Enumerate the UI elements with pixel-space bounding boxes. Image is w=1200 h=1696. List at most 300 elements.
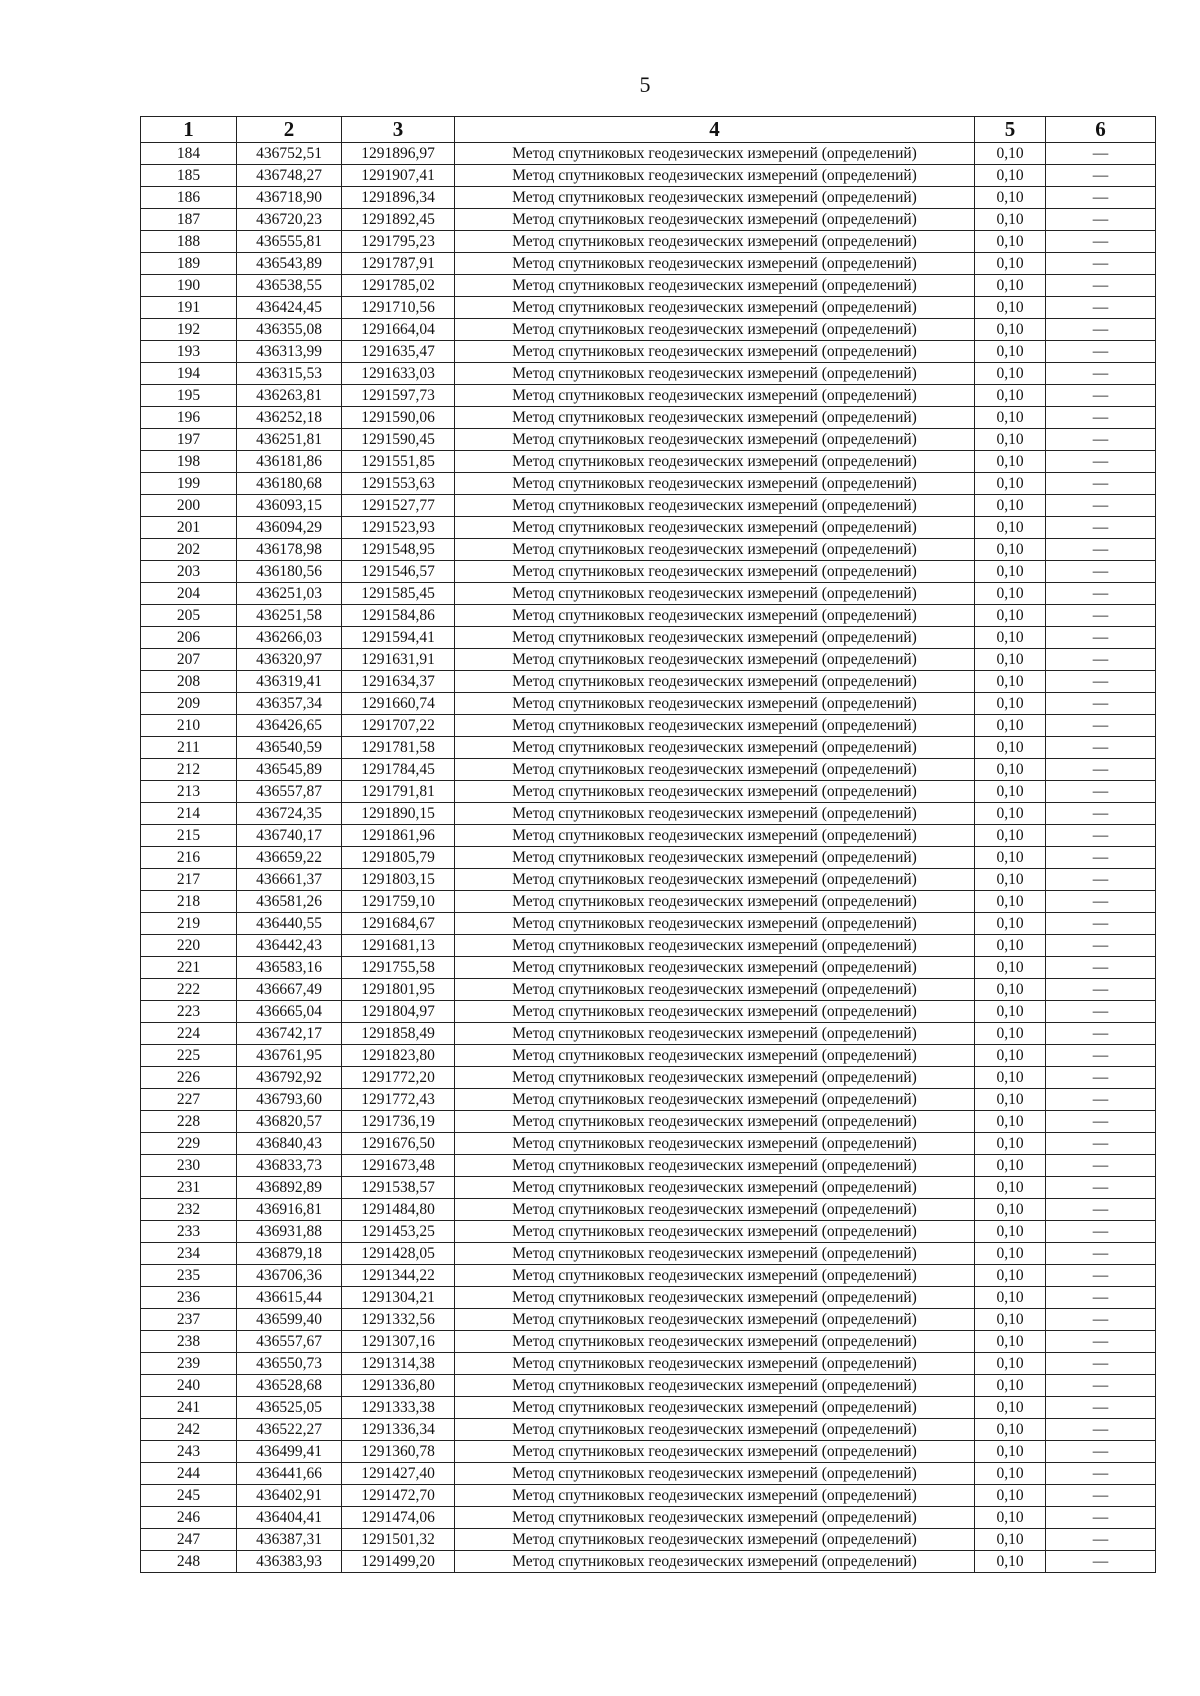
note-cell: — — [1046, 1529, 1156, 1551]
table-row — [141, 913, 1156, 935]
point-number-cell: 228 — [141, 1111, 237, 1133]
note-cell: — — [1046, 693, 1156, 715]
method-cell: Метод спутниковых геодезических измерений (определений) — [455, 561, 975, 583]
y-coordinate-cell: 1291676,50 — [342, 1133, 455, 1155]
note-cell: — — [1046, 979, 1156, 1001]
table-row — [141, 1155, 1156, 1177]
point-number-cell: 208 — [141, 671, 237, 693]
x-coordinate-cell: 436540,59 — [237, 737, 342, 759]
y-coordinate-cell: 1291681,13 — [342, 935, 455, 957]
note-cell: — — [1046, 407, 1156, 429]
method-cell: Метод спутниковых геодезических измерений (определений) — [455, 429, 975, 451]
table-row — [141, 473, 1156, 495]
method-cell: Метод спутниковых геодезических измерений (определений) — [455, 341, 975, 363]
table-row — [141, 341, 1156, 363]
x-coordinate-cell: 436357,34 — [237, 693, 342, 715]
x-coordinate-cell: 436180,68 — [237, 473, 342, 495]
x-coordinate-cell: 436525,05 — [237, 1397, 342, 1419]
point-number-cell: 215 — [141, 825, 237, 847]
point-number-cell: 222 — [141, 979, 237, 1001]
point-number-cell: 234 — [141, 1243, 237, 1265]
accuracy-cell: 0,10 — [975, 1221, 1046, 1243]
table-row — [141, 143, 1156, 165]
point-number-cell: 200 — [141, 495, 237, 517]
method-cell: Метод спутниковых геодезических измерений (определений) — [455, 1507, 975, 1529]
y-coordinate-cell: 1291336,34 — [342, 1419, 455, 1441]
y-coordinate-cell: 1291590,45 — [342, 429, 455, 451]
table-row — [141, 759, 1156, 781]
accuracy-cell: 0,10 — [975, 561, 1046, 583]
method-cell: Метод спутниковых геодезических измерений (определений) — [455, 583, 975, 605]
table-row — [141, 649, 1156, 671]
note-cell: — — [1046, 143, 1156, 165]
y-coordinate-cell: 1291501,32 — [342, 1529, 455, 1551]
point-number-cell: 229 — [141, 1133, 237, 1155]
table-row — [141, 1111, 1156, 1133]
note-cell: — — [1046, 451, 1156, 473]
table-row — [141, 781, 1156, 803]
accuracy-cell: 0,10 — [975, 605, 1046, 627]
accuracy-cell: 0,10 — [975, 363, 1046, 385]
note-cell: — — [1046, 781, 1156, 803]
x-coordinate-cell: 436522,27 — [237, 1419, 342, 1441]
y-coordinate-cell: 1291759,10 — [342, 891, 455, 913]
accuracy-cell: 0,10 — [975, 913, 1046, 935]
x-coordinate-cell: 436820,57 — [237, 1111, 342, 1133]
note-cell: — — [1046, 1067, 1156, 1089]
x-coordinate-cell: 436543,89 — [237, 253, 342, 275]
y-coordinate-cell: 1291314,38 — [342, 1353, 455, 1375]
note-cell: — — [1046, 341, 1156, 363]
note-cell: — — [1046, 1111, 1156, 1133]
note-cell: — — [1046, 1463, 1156, 1485]
table-row — [141, 1353, 1156, 1375]
note-cell: — — [1046, 297, 1156, 319]
point-number-cell: 195 — [141, 385, 237, 407]
method-cell: Метод спутниковых геодезических измерений (определений) — [455, 649, 975, 671]
method-cell: Метод спутниковых геодезических измерений (определений) — [455, 297, 975, 319]
note-cell: — — [1046, 1485, 1156, 1507]
column-header-2: 2 — [237, 117, 342, 143]
y-coordinate-cell: 1291427,40 — [342, 1463, 455, 1485]
note-cell: — — [1046, 1375, 1156, 1397]
point-number-cell: 237 — [141, 1309, 237, 1331]
table-row — [141, 979, 1156, 1001]
note-cell: — — [1046, 1331, 1156, 1353]
point-number-cell: 246 — [141, 1507, 237, 1529]
point-number-cell: 191 — [141, 297, 237, 319]
method-cell: Метод спутниковых геодезических измерений (определений) — [455, 1397, 975, 1419]
x-coordinate-cell: 436724,35 — [237, 803, 342, 825]
accuracy-cell: 0,10 — [975, 891, 1046, 913]
note-cell: — — [1046, 957, 1156, 979]
table-row — [141, 1463, 1156, 1485]
x-coordinate-cell: 436499,41 — [237, 1441, 342, 1463]
point-number-cell: 188 — [141, 231, 237, 253]
column-header-5: 5 — [975, 117, 1046, 143]
y-coordinate-cell: 1291484,80 — [342, 1199, 455, 1221]
accuracy-cell: 0,10 — [975, 825, 1046, 847]
table-row — [141, 319, 1156, 341]
note-cell: — — [1046, 627, 1156, 649]
x-coordinate-cell: 436667,49 — [237, 979, 342, 1001]
point-number-cell: 205 — [141, 605, 237, 627]
accuracy-cell: 0,10 — [975, 1133, 1046, 1155]
point-number-cell: 217 — [141, 869, 237, 891]
note-cell: — — [1046, 803, 1156, 825]
y-coordinate-cell: 1291304,21 — [342, 1287, 455, 1309]
note-cell: — — [1046, 1133, 1156, 1155]
method-cell: Метод спутниковых геодезических измерений (определений) — [455, 165, 975, 187]
x-coordinate-cell: 436266,03 — [237, 627, 342, 649]
x-coordinate-cell: 436251,58 — [237, 605, 342, 627]
table-row — [141, 671, 1156, 693]
point-number-cell: 187 — [141, 209, 237, 231]
table-row — [141, 187, 1156, 209]
note-cell: — — [1046, 605, 1156, 627]
accuracy-cell: 0,10 — [975, 473, 1046, 495]
method-cell: Метод спутниковых геодезических измерений (определений) — [455, 1221, 975, 1243]
y-coordinate-cell: 1291428,05 — [342, 1243, 455, 1265]
point-number-cell: 185 — [141, 165, 237, 187]
note-cell: — — [1046, 363, 1156, 385]
accuracy-cell: 0,10 — [975, 495, 1046, 517]
method-cell: Метод спутниковых геодезических измерений (определений) — [455, 891, 975, 913]
y-coordinate-cell: 1291684,67 — [342, 913, 455, 935]
x-coordinate-cell: 436313,99 — [237, 341, 342, 363]
method-cell: Метод спутниковых геодезических измерений (определений) — [455, 1375, 975, 1397]
table-row — [141, 451, 1156, 473]
method-cell: Метод спутниковых геодезических измерений (определений) — [455, 495, 975, 517]
column-header-3: 3 — [342, 117, 455, 143]
accuracy-cell: 0,10 — [975, 1331, 1046, 1353]
header-row — [141, 117, 1156, 143]
x-coordinate-cell: 436528,68 — [237, 1375, 342, 1397]
method-cell: Метод спутниковых геодезических измерений (определений) — [455, 1463, 975, 1485]
table-row — [141, 1177, 1156, 1199]
x-coordinate-cell: 436840,43 — [237, 1133, 342, 1155]
method-cell: Метод спутниковых геодезических измерений (определений) — [455, 671, 975, 693]
y-coordinate-cell: 1291736,19 — [342, 1111, 455, 1133]
method-cell: Метод спутниковых геодезических измерений (определений) — [455, 539, 975, 561]
note-cell: — — [1046, 913, 1156, 935]
y-coordinate-cell: 1291858,49 — [342, 1023, 455, 1045]
table-row — [141, 231, 1156, 253]
x-coordinate-cell: 436538,55 — [237, 275, 342, 297]
method-cell: Метод спутниковых геодезических измерений (определений) — [455, 231, 975, 253]
note-cell: — — [1046, 429, 1156, 451]
method-cell: Метод спутниковых геодезических измерений (определений) — [455, 715, 975, 737]
point-number-cell: 244 — [141, 1463, 237, 1485]
x-coordinate-cell: 436833,73 — [237, 1155, 342, 1177]
accuracy-cell: 0,10 — [975, 935, 1046, 957]
point-number-cell: 194 — [141, 363, 237, 385]
y-coordinate-cell: 1291784,45 — [342, 759, 455, 781]
x-coordinate-cell: 436615,44 — [237, 1287, 342, 1309]
method-cell: Метод спутниковых геодезических измерений (определений) — [455, 803, 975, 825]
y-coordinate-cell: 1291707,22 — [342, 715, 455, 737]
x-coordinate-cell: 436355,08 — [237, 319, 342, 341]
method-cell: Метод спутниковых геодезических измерений (определений) — [455, 1441, 975, 1463]
accuracy-cell: 0,10 — [975, 869, 1046, 891]
y-coordinate-cell: 1291344,22 — [342, 1265, 455, 1287]
method-cell: Метод спутниковых геодезических измерений (определений) — [455, 1023, 975, 1045]
table-row — [141, 627, 1156, 649]
note-cell: — — [1046, 1023, 1156, 1045]
y-coordinate-cell: 1291896,97 — [342, 143, 455, 165]
table-row — [141, 583, 1156, 605]
x-coordinate-cell: 436320,97 — [237, 649, 342, 671]
table-row — [141, 561, 1156, 583]
point-number-cell: 230 — [141, 1155, 237, 1177]
accuracy-cell: 0,10 — [975, 209, 1046, 231]
accuracy-cell: 0,10 — [975, 1265, 1046, 1287]
method-cell: Метод спутниковых геодезических измерений (определений) — [455, 935, 975, 957]
x-coordinate-cell: 436661,37 — [237, 869, 342, 891]
table-row — [141, 1265, 1156, 1287]
method-cell: Метод спутниковых геодезических измерений (определений) — [455, 1485, 975, 1507]
x-coordinate-cell: 436442,43 — [237, 935, 342, 957]
note-cell: — — [1046, 1441, 1156, 1463]
x-coordinate-cell: 436583,16 — [237, 957, 342, 979]
accuracy-cell: 0,10 — [975, 1309, 1046, 1331]
accuracy-cell: 0,10 — [975, 1485, 1046, 1507]
point-number-cell: 232 — [141, 1199, 237, 1221]
method-cell: Метод спутниковых геодезических измерений (определений) — [455, 1353, 975, 1375]
point-number-cell: 235 — [141, 1265, 237, 1287]
point-number-cell: 199 — [141, 473, 237, 495]
accuracy-cell: 0,10 — [975, 1441, 1046, 1463]
point-number-cell: 204 — [141, 583, 237, 605]
point-number-cell: 223 — [141, 1001, 237, 1023]
accuracy-cell: 0,10 — [975, 539, 1046, 561]
table-row — [141, 605, 1156, 627]
x-coordinate-cell: 436916,81 — [237, 1199, 342, 1221]
accuracy-cell: 0,10 — [975, 429, 1046, 451]
accuracy-cell: 0,10 — [975, 957, 1046, 979]
note-cell: — — [1046, 1243, 1156, 1265]
y-coordinate-cell: 1291633,03 — [342, 363, 455, 385]
method-cell: Метод спутниковых геодезических измерений (определений) — [455, 385, 975, 407]
accuracy-cell: 0,10 — [975, 737, 1046, 759]
table-row — [141, 1001, 1156, 1023]
accuracy-cell: 0,10 — [975, 1199, 1046, 1221]
y-coordinate-cell: 1291896,34 — [342, 187, 455, 209]
x-coordinate-cell: 436659,22 — [237, 847, 342, 869]
point-number-cell: 206 — [141, 627, 237, 649]
accuracy-cell: 0,10 — [975, 649, 1046, 671]
accuracy-cell: 0,10 — [975, 781, 1046, 803]
method-cell: Метод спутниковых геодезических измерений (определений) — [455, 1243, 975, 1265]
table-row — [141, 1441, 1156, 1463]
x-coordinate-cell: 436706,36 — [237, 1265, 342, 1287]
point-number-cell: 236 — [141, 1287, 237, 1309]
point-number-cell: 190 — [141, 275, 237, 297]
page-number: 5 — [639, 72, 651, 97]
note-cell: — — [1046, 847, 1156, 869]
method-cell: Метод спутниковых геодезических измерений (определений) — [455, 847, 975, 869]
note-cell: — — [1046, 231, 1156, 253]
table-row — [141, 715, 1156, 737]
y-coordinate-cell: 1291805,79 — [342, 847, 455, 869]
x-coordinate-cell: 436550,73 — [237, 1353, 342, 1375]
accuracy-cell: 0,10 — [975, 1375, 1046, 1397]
x-coordinate-cell: 436748,27 — [237, 165, 342, 187]
method-cell: Метод спутниковых геодезических измерений (определений) — [455, 253, 975, 275]
x-coordinate-cell: 436178,98 — [237, 539, 342, 561]
table-row — [141, 1045, 1156, 1067]
x-coordinate-cell: 436665,04 — [237, 1001, 342, 1023]
y-coordinate-cell: 1291472,70 — [342, 1485, 455, 1507]
column-header-6: 6 — [1046, 117, 1156, 143]
y-coordinate-cell: 1291332,56 — [342, 1309, 455, 1331]
table-row — [141, 957, 1156, 979]
x-coordinate-cell: 436761,95 — [237, 1045, 342, 1067]
table-row — [141, 495, 1156, 517]
note-cell: — — [1046, 869, 1156, 891]
table-row — [141, 693, 1156, 715]
table-row — [141, 253, 1156, 275]
table-row — [141, 1243, 1156, 1265]
note-cell: — — [1046, 1001, 1156, 1023]
accuracy-cell: 0,10 — [975, 1353, 1046, 1375]
accuracy-cell: 0,10 — [975, 231, 1046, 253]
note-cell: — — [1046, 1199, 1156, 1221]
y-coordinate-cell: 1291772,43 — [342, 1089, 455, 1111]
table-row — [141, 869, 1156, 891]
method-cell: Метод спутниковых геодезических измерений (определений) — [455, 825, 975, 847]
point-number-cell: 210 — [141, 715, 237, 737]
method-cell: Метод спутниковых геодезических измерений (определений) — [455, 187, 975, 209]
point-number-cell: 226 — [141, 1067, 237, 1089]
method-cell: Метод спутниковых геодезических измерений (определений) — [455, 1177, 975, 1199]
note-cell: — — [1046, 385, 1156, 407]
accuracy-cell: 0,10 — [975, 1243, 1046, 1265]
method-cell: Метод спутниковых геодезических измерений (определений) — [455, 1265, 975, 1287]
x-coordinate-cell: 436387,31 — [237, 1529, 342, 1551]
note-cell: — — [1046, 583, 1156, 605]
x-coordinate-cell: 436742,17 — [237, 1023, 342, 1045]
method-cell: Метод спутниковых геодезических измерений (определений) — [455, 517, 975, 539]
point-number-cell: 233 — [141, 1221, 237, 1243]
column-header-1: 1 — [141, 117, 237, 143]
x-coordinate-cell: 436792,92 — [237, 1067, 342, 1089]
x-coordinate-cell: 436426,65 — [237, 715, 342, 737]
point-number-cell: 202 — [141, 539, 237, 561]
y-coordinate-cell: 1291333,38 — [342, 1397, 455, 1419]
note-cell: — — [1046, 473, 1156, 495]
method-cell: Метод спутниковых геодезических измерений (определений) — [455, 1287, 975, 1309]
accuracy-cell: 0,10 — [975, 1111, 1046, 1133]
y-coordinate-cell: 1291801,95 — [342, 979, 455, 1001]
y-coordinate-cell: 1291673,48 — [342, 1155, 455, 1177]
table-row — [141, 1507, 1156, 1529]
accuracy-cell: 0,10 — [975, 1001, 1046, 1023]
table-header — [141, 117, 1156, 143]
point-number-cell: 242 — [141, 1419, 237, 1441]
note-cell: — — [1046, 319, 1156, 341]
method-cell: Метод спутниковых геодезических измерений (определений) — [455, 1089, 975, 1111]
note-cell: — — [1046, 253, 1156, 275]
y-coordinate-cell: 1291590,06 — [342, 407, 455, 429]
table-row — [141, 1529, 1156, 1551]
accuracy-cell: 0,10 — [975, 627, 1046, 649]
method-cell: Метод спутниковых геодезических измерений (определений) — [455, 1111, 975, 1133]
accuracy-cell: 0,10 — [975, 847, 1046, 869]
x-coordinate-cell: 436404,41 — [237, 1507, 342, 1529]
method-cell: Метод спутниковых геодезических измерений (определений) — [455, 473, 975, 495]
x-coordinate-cell: 436752,51 — [237, 143, 342, 165]
accuracy-cell: 0,10 — [975, 671, 1046, 693]
method-cell: Метод спутниковых геодезических измерений (определений) — [455, 1155, 975, 1177]
x-coordinate-cell: 436093,15 — [237, 495, 342, 517]
method-cell: Метод спутниковых геодезических измерений (определений) — [455, 1133, 975, 1155]
table-row — [141, 935, 1156, 957]
point-number-cell: 212 — [141, 759, 237, 781]
table-row — [141, 1331, 1156, 1353]
accuracy-cell: 0,10 — [975, 407, 1046, 429]
x-coordinate-cell: 436319,41 — [237, 671, 342, 693]
y-coordinate-cell: 1291772,20 — [342, 1067, 455, 1089]
accuracy-cell: 0,10 — [975, 1287, 1046, 1309]
y-coordinate-cell: 1291453,25 — [342, 1221, 455, 1243]
x-coordinate-cell: 436557,87 — [237, 781, 342, 803]
point-number-cell: 219 — [141, 913, 237, 935]
accuracy-cell: 0,10 — [975, 341, 1046, 363]
y-coordinate-cell: 1291660,74 — [342, 693, 455, 715]
accuracy-cell: 0,10 — [975, 451, 1046, 473]
y-coordinate-cell: 1291546,57 — [342, 561, 455, 583]
y-coordinate-cell: 1291553,63 — [342, 473, 455, 495]
note-cell: — — [1046, 759, 1156, 781]
method-cell: Метод спутниковых геодезических измерений (определений) — [455, 693, 975, 715]
point-number-cell: 197 — [141, 429, 237, 451]
method-cell: Метод спутниковых геодезических измерений (определений) — [455, 979, 975, 1001]
note-cell: — — [1046, 935, 1156, 957]
table-row — [141, 539, 1156, 561]
point-number-cell: 221 — [141, 957, 237, 979]
point-number-cell: 238 — [141, 1331, 237, 1353]
note-cell: — — [1046, 275, 1156, 297]
y-coordinate-cell: 1291551,85 — [342, 451, 455, 473]
accuracy-cell: 0,10 — [975, 385, 1046, 407]
y-coordinate-cell: 1291787,91 — [342, 253, 455, 275]
y-coordinate-cell: 1291499,20 — [342, 1551, 455, 1573]
x-coordinate-cell: 436581,26 — [237, 891, 342, 913]
method-cell: Метод спутниковых геодезических измерений (определений) — [455, 759, 975, 781]
method-cell: Метод спутниковых геодезических измерений (определений) — [455, 1551, 975, 1573]
x-coordinate-cell: 436251,81 — [237, 429, 342, 451]
y-coordinate-cell: 1291336,80 — [342, 1375, 455, 1397]
table-row — [141, 1419, 1156, 1441]
point-number-cell: 225 — [141, 1045, 237, 1067]
method-cell: Метод спутниковых геодезических измерений (определений) — [455, 1419, 975, 1441]
point-number-cell: 231 — [141, 1177, 237, 1199]
table-row — [141, 297, 1156, 319]
point-number-cell: 248 — [141, 1551, 237, 1573]
accuracy-cell: 0,10 — [975, 275, 1046, 297]
accuracy-cell: 0,10 — [975, 1551, 1046, 1573]
table-row — [141, 429, 1156, 451]
method-cell: Метод спутниковых геодезических измерений (определений) — [455, 1067, 975, 1089]
y-coordinate-cell: 1291804,97 — [342, 1001, 455, 1023]
y-coordinate-cell: 1291597,73 — [342, 385, 455, 407]
y-coordinate-cell: 1291795,23 — [342, 231, 455, 253]
point-number-cell: 207 — [141, 649, 237, 671]
table-row — [141, 803, 1156, 825]
point-number-cell: 189 — [141, 253, 237, 275]
method-cell: Метод спутниковых геодезических измерений (определений) — [455, 407, 975, 429]
